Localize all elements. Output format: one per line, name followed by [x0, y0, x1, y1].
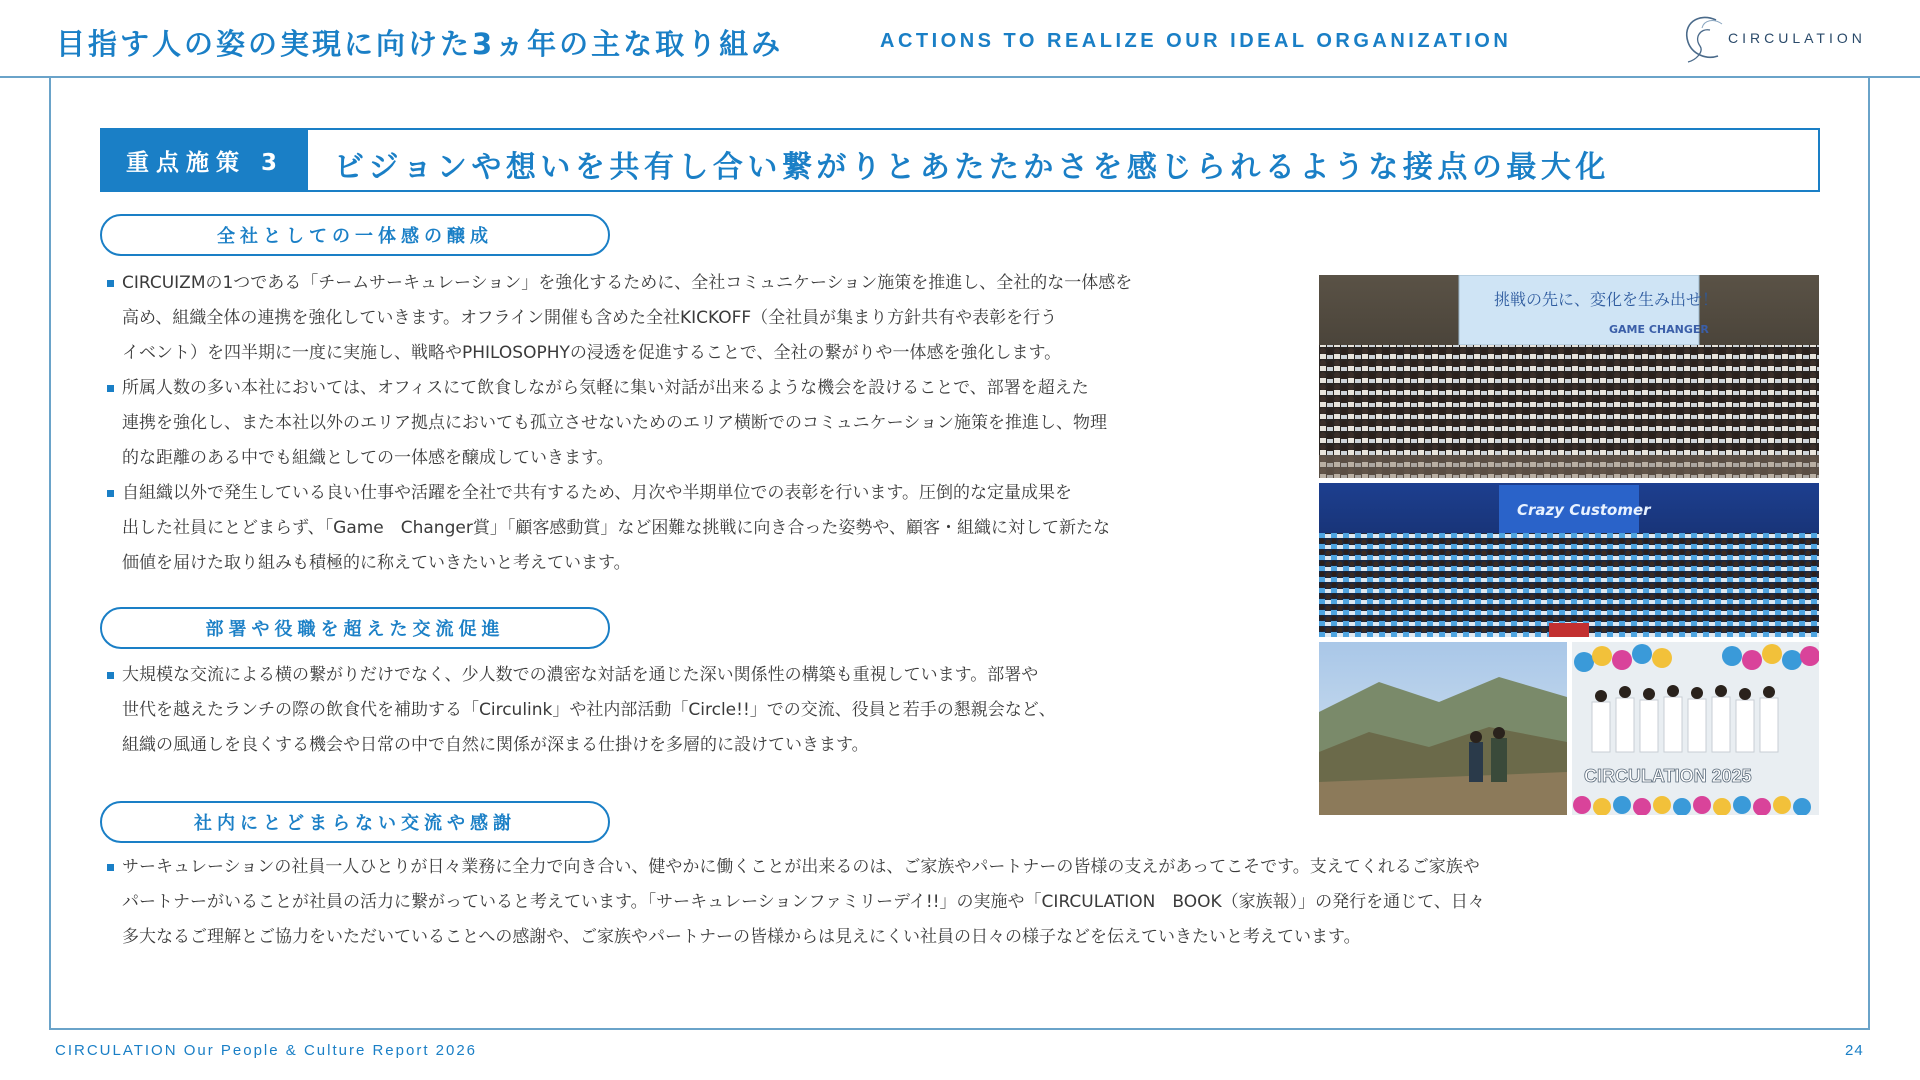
section-list-gratitude — [106, 850, 1485, 955]
photo-anniversary-balloons — [1572, 642, 1819, 815]
text-line: 出した社員にとどまらず、「Game Changer賞」「顧客感動賞」など困難な挑戦に向き合った姿勢や、顧客・組織に対して新たな — [122, 518, 1110, 538]
focus-heading: ビジョンや想いを共有し合い繋がりとあたたかさを感じられるような接点の最大化 — [334, 150, 1610, 185]
page-header — [0, 0, 1920, 78]
text-line: 高め、組織全体の連携を強化していきます。オフライン開催も含めた全社KICKOFF（全社員が集まり方針共有や表彰を行う — [122, 308, 1058, 328]
section-heading-unity: 全社としての一体感の醸成 — [100, 214, 610, 256]
list-item — [106, 850, 1485, 955]
text-line: 自組織以外で発生している良い仕事や活躍を全社で共有するため、月次や半期単位での表彰を行います。圧倒的な定量成果を — [122, 483, 1072, 503]
focus-banner — [100, 128, 1820, 192]
page-title: 目指す人の姿の実現に向けた3ヵ年の主な取り組み — [56, 27, 784, 61]
photo-hiking — [1319, 642, 1567, 815]
list-item — [106, 371, 1132, 476]
text-line: CIRCUIZMの1つである「チームサーキュレーション」を強化するために、全社コミュニケーション施策を推進し、全社的な一体感を — [122, 273, 1133, 293]
page-title-english: ACTIONS TO REALIZE OUR IDEAL ORGANIZATION — [880, 30, 1512, 52]
logo-wordmark: CIRCULATION — [1728, 30, 1866, 46]
section-heading-gratitude: 社内にとどまらない交流や感謝 — [100, 801, 610, 843]
footer-report-title: CIRCULATION Our People & Culture Report 2026 — [55, 1042, 478, 1059]
screen-award-text: Crazy Customer — [1517, 501, 1651, 519]
text-line: 世代を越えたランチの際の飲食代を補助する「Circulink」や社内部活動「Circle!!」での交流、役員と若手の懇親会など、 — [122, 700, 1056, 720]
text-line: 的な距離のある中でも組織としての一体感を醸成していきます。 — [122, 448, 614, 468]
photo-kickoff-group — [1319, 275, 1819, 478]
photo-award-group — [1319, 483, 1819, 637]
text-line: 所属人数の多い本社においては、オフィスにて飲食しながら気軽に集い対話が出来るような機会を設けることで、部署を超えた — [122, 378, 1089, 398]
section-heading-exchange: 部署や役職を超えた交流促進 — [100, 607, 610, 649]
balloon-sign-text: CIRCULATION 2025 — [1584, 766, 1752, 786]
list-item — [106, 658, 1056, 763]
list-item — [106, 266, 1132, 371]
screen-slogan-text: 挑戦の先に、変化を生み出せ！ — [1494, 290, 1719, 309]
text-line: 大規模な交流による横の繋がりだけでなく、少人数での濃密な対話を通じた深い関係性の構築も重視しています。部署や — [122, 665, 1039, 685]
text-line: パートナーがいることが社員の活力に繋がっていると考えています。「サーキュレーションファミリーデイ!!」の実施や「CIRCULATION BOOK（家族報）」の発行を通じて、日々 — [122, 892, 1485, 912]
screen-badge-text: GAME CHANGER — [1609, 323, 1709, 336]
section-list-unity — [106, 266, 1132, 581]
list-item — [106, 476, 1132, 581]
text-line: イベント）を四半期に一度に実施し、戦略やPHILOSOPHYの浸透を促進することで、全社の繋がりや一体感を強化します。 — [122, 343, 1062, 363]
circulation-swirl-icon — [1676, 10, 1736, 68]
text-line: 連携を強化し、また本社以外のエリア拠点においても孤立させないためのエリア横断でのコミュニケーション施策を推進し、物理 — [122, 413, 1107, 433]
section-list-exchange — [106, 658, 1056, 763]
text-line: サーキュレーションの社員一人ひとりが日々業務に全力で向き合い、健やかに働くことが出来るのは、ご家族やパートナーの皆様の支えがあってこそです。支えてくれるご家族や — [122, 857, 1480, 877]
page-number: 24 — [1845, 1042, 1864, 1059]
text-line: 多大なるご理解とご協力をいただいていることへの感謝や、ご家族やパートナーの皆様からは見えにくい社員の日々の様子などを伝えていきたいと考えています。 — [122, 927, 1361, 947]
focus-label: 重点施策 3 — [102, 130, 308, 190]
circulation-logo — [1676, 10, 1876, 68]
text-line: 価値を届けた取り組みも積極的に称えていきたいと考えています。 — [122, 553, 631, 573]
text-line: 組織の風通しを良くする機会や日常の中で自然に関係が深まる仕掛けを多層的に設けていきます。 — [122, 735, 869, 755]
